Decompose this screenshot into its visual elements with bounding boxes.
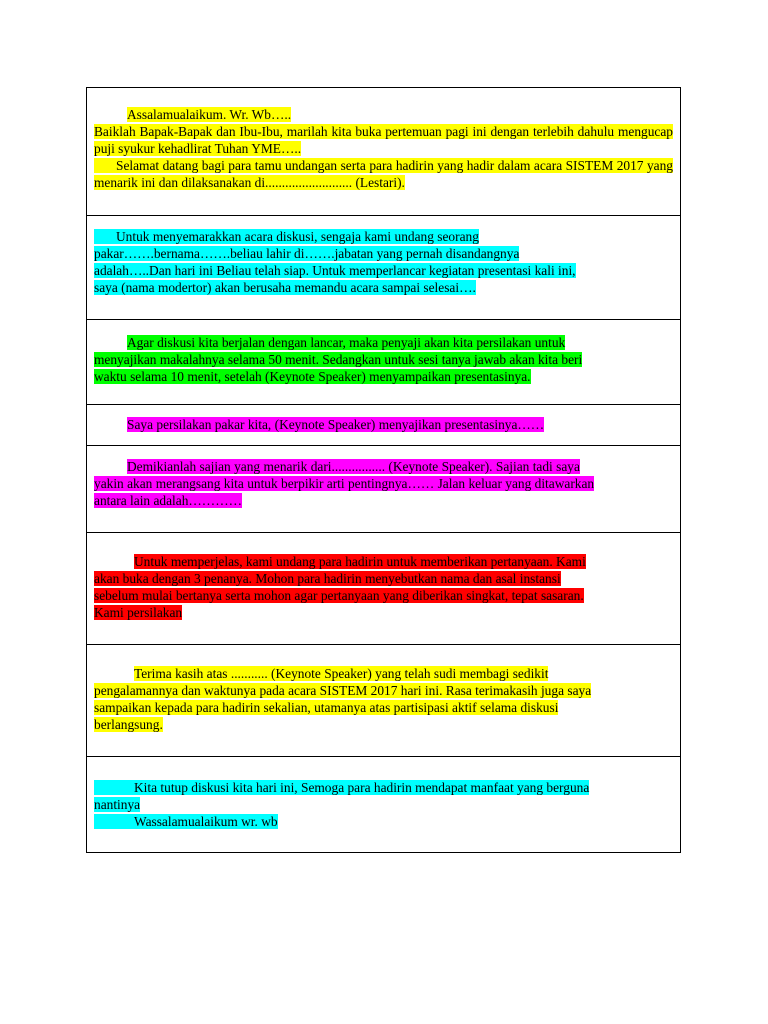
intro-line-3: adalah…..Dan hari ini Beliau telah siap. Untuk memperlancar kegiatan presentasi kali ini, (94, 263, 576, 278)
qa-line-4: Kami persilakan (94, 605, 183, 620)
thanks-line-4: berlangsung. (94, 717, 163, 732)
thanks-line-3: sampaikan kepada para hadirin sekalian, utamanya atas partisipasi aktif selama diskusi (94, 700, 559, 715)
invite-line-1: Saya persilakan pakar kita, (Keynote Speaker) menyajikan presentasinya…… (127, 417, 545, 432)
rules-line-3: waktu selama 10 menit, setelah (Keynote Speaker) menyampaikan presentasinya. (94, 369, 531, 384)
qa-line-2: akan buka dengan 3 penanya. Mohon para hadirin menyebutkan nama dan asal instansi (94, 571, 561, 586)
closing-line-2: nantinya (94, 797, 141, 812)
rules-line-1: Agar diskusi kita berjalan dengan lancar, maka penyaji akan kita persilakan untuk (127, 335, 566, 350)
summary-line-1: Demikianlah sajian yang menarik dari................ (Keynote Speaker). Sajian tadi saya (127, 459, 580, 474)
intro-line-1: Untuk menyemarakkan acara diskusi, sengaja kami undang seorang (94, 228, 673, 245)
rules-line-2: menyajikan makalahnya selama 50 menit. Sedangkan untuk sesi tanya jawab akan kita beri (94, 352, 583, 367)
section-rules (87, 319, 680, 404)
section-qa-session (87, 532, 680, 644)
section-introduction (87, 215, 680, 319)
section-closing (87, 756, 680, 852)
thanks-line-1: Terima kasih atas ........... (Keynote Speaker) yang telah sudi membagi sedikit (134, 666, 549, 681)
section-invite-speaker (87, 404, 680, 445)
opening-paragraph: Baiklah Bapak-Bapak dan Ibu-Ibu, marilah kita buka pertemuan pagi ini dengan terlebih dahulu mengucap puji syukur kehadlirat Tuhan YME….. (94, 124, 673, 156)
opening-welcome: Selamat datang bagi para tamu undangan serta para hadirin yang hadir dalam acara SISTEM 2017 yang menarik ini dan dilaksanakan di.......................... (Lestari). (94, 158, 673, 190)
moderator-script-table (86, 87, 681, 853)
intro-line-4: saya (nama modertor) akan berusaha memandu acara sampai selesai…. (94, 280, 476, 295)
section-summary (87, 445, 680, 532)
closing-line-1: Kita tutup diskusi kita hari ini, Semoga para hadirin mendapat manfaat yang berguna (94, 779, 673, 796)
intro-line-2: pakar…….bernama…….beliau lahir di…….jabatan yang pernah disandangnya (94, 246, 520, 261)
qa-line-3: sebelum mulai bertanya serta mohon agar pertanyaan yang diberikan singkat, tepat sasaran. (94, 588, 584, 603)
summary-line-2: yakin akan merangsang kita untuk berpikir arti pentingnya…… Jalan keluar yang ditawarkan (94, 476, 595, 491)
qa-line-1: Untuk memperjelas, kami undang para hadirin untuk memberikan pertanyaan. Kami (134, 554, 586, 569)
thanks-line-2: pengalamannya dan waktunya pada acara SISTEM 2017 hari ini. Rasa terimakasih juga saya (94, 683, 592, 698)
closing-line-3: Wassalamualaikum wr. wb (94, 813, 673, 830)
opening-greeting: Assalamualaikum. Wr. Wb….. (127, 107, 292, 122)
section-opening (87, 88, 680, 215)
summary-line-3: antara lain adalah………… (94, 493, 242, 508)
section-thanks (87, 644, 680, 756)
